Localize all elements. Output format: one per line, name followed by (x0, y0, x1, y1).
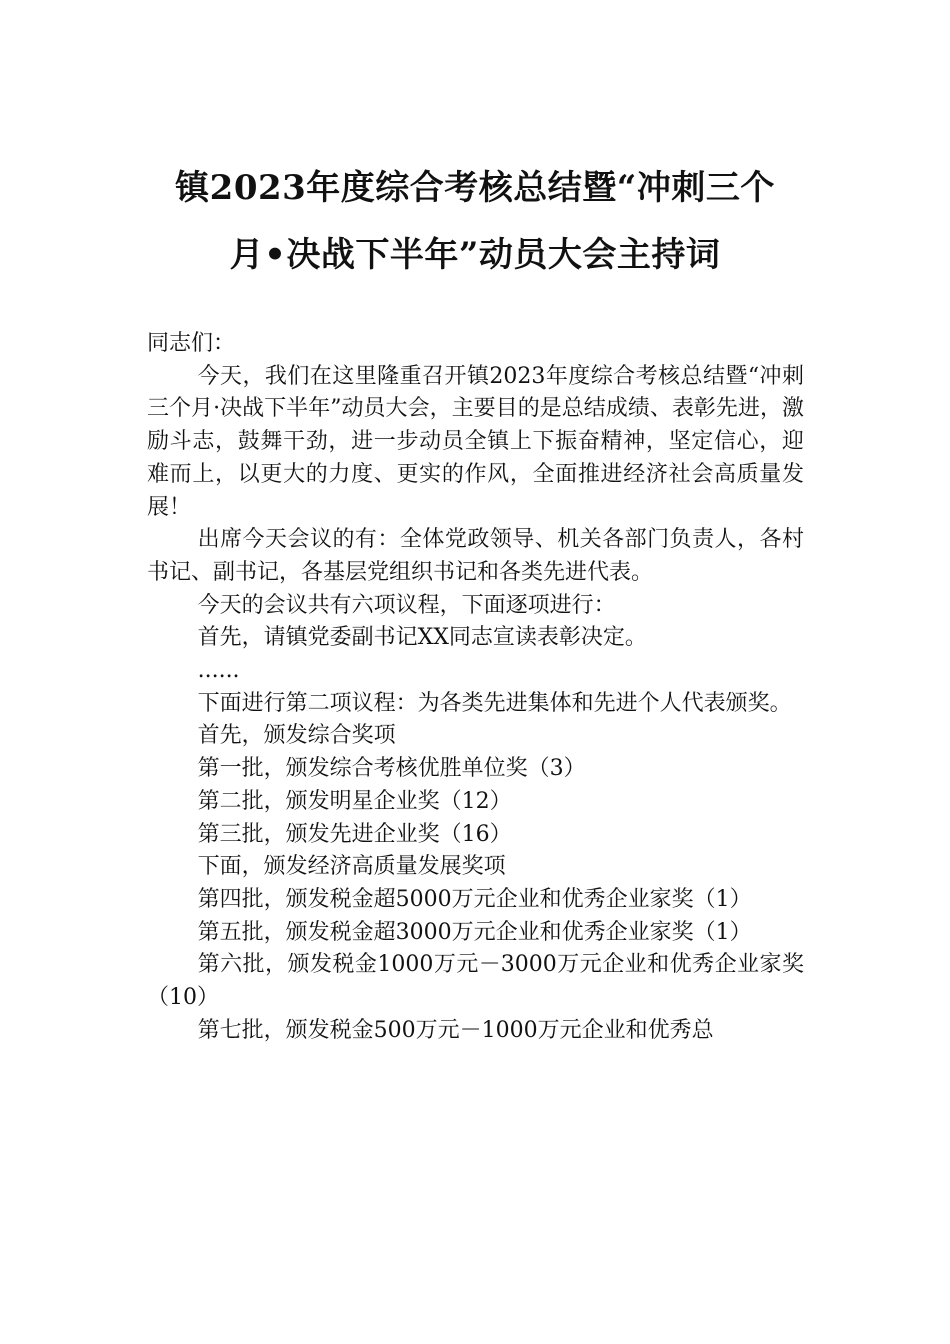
paragraph-batch-2: 第二批，颁发明星企业奖（12） (197, 788, 512, 814)
paragraph-attendees: 出席今天会议的有：全体党政领导、机关各部门负责人，各村书记、副书记，各基层党组织书记和各类先进代表。 (147, 527, 804, 585)
paragraph-economic-awards: 下面，颁发经济高质量发展奖项 (197, 854, 506, 880)
paragraph-batch-6: 第六批，颁发税金1000万元－3000万元企业和优秀企业家奖（10） (147, 952, 804, 1011)
paragraph-batch-5: 第五批，颁发税金超3000万元企业和优秀企业家奖（1） (197, 919, 752, 945)
paragraph-opening: 今天，我们在这里隆重召开镇2023年度综合考核总结暨“冲刺三个月·决战下半年”动员大会，主要目的是总结成绩、表彰先进，激励斗志，鼓舞干劲，进一步动员全镇上下振奋精神，坚定信心，迎难而上，以更大的力度、更实的作风，全面推进经济社会高质量发展！ (147, 363, 804, 520)
document-body (147, 328, 804, 1047)
document-title-line-2: 月•决战下半年”动员大会主持词 (229, 235, 721, 275)
paragraph-batch-3: 第三批，颁发先进企业奖（16） (197, 821, 512, 847)
salutation: 同志们： (147, 331, 236, 356)
paragraph-agenda: 今天的会议共有六项议程，下面逐项进行： (197, 592, 616, 618)
paragraph-batch-7: 第七批，颁发税金500万元－1000万元企业和优秀总 (197, 1017, 714, 1043)
paragraph-batch-1: 第一批，颁发综合考核优胜单位奖（3） (197, 756, 586, 782)
paragraph-first-item: 首先，请镇党委副书记XX同志宣读表彰决定。 (197, 625, 647, 651)
paragraph-batch-4: 第四批，颁发税金超5000万元企业和优秀企业家奖（1） (197, 886, 752, 912)
paragraph-ellipsis: ...... (197, 658, 240, 684)
paragraph-second-item: 下面进行第二项议程：为各类先进集体和先进个人代表颁奖。 (197, 690, 792, 716)
document-title-line-1: 镇2023年度综合考核总结暨“冲刺三个 (175, 168, 775, 208)
paragraph-comprehensive-awards: 首先，颁发综合奖项 (197, 723, 396, 749)
